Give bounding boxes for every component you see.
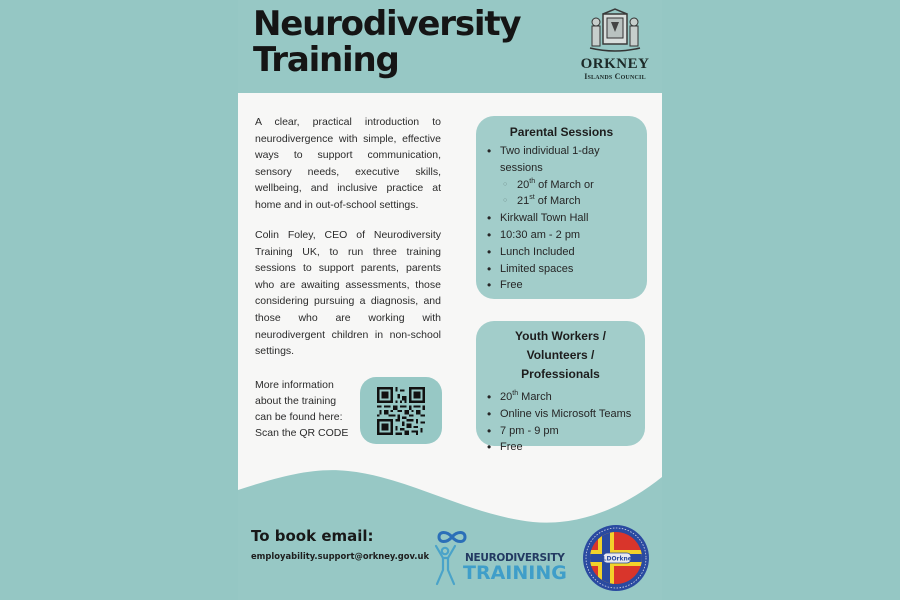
logo-text-neurodiversity: NEURODIVERSITY (465, 552, 565, 564)
poster (238, 0, 662, 600)
crest-icon (587, 8, 643, 54)
date-day: 20 (500, 391, 513, 403)
flag-badge-icon (582, 524, 650, 592)
date-suffix: th (529, 177, 536, 185)
booking-email-link[interactable]: employability.support@orkney.gov.uk (251, 551, 430, 561)
more-info-line: about the training (255, 395, 337, 407)
date-suffix: st (529, 194, 535, 202)
list-item: • Free (486, 277, 637, 294)
logo-text-training: TRAINING (463, 562, 567, 584)
list-item-date (486, 193, 637, 210)
title-line-1: Neurodiversity (253, 4, 521, 44)
list-item: • Free (486, 439, 635, 456)
date-day: 20 (517, 178, 530, 191)
youth-title-line-1: Youth Workers / (515, 329, 606, 343)
list-item: • Two individual 1-day sessions (486, 143, 637, 177)
title-line-2: Training (253, 40, 399, 80)
book-label: To book email: (251, 527, 374, 545)
orkney-council-logo (575, 8, 655, 88)
list-item-date (486, 177, 637, 194)
list-item: • Lunch Included (486, 244, 637, 261)
poster-title (253, 6, 520, 78)
poster-header (238, 0, 662, 93)
date-suffix: th (512, 390, 519, 397)
about-paragraph: Colin Foley, CEO of Neurodiversity Training UK, to run three training sessions to support parents, parents who are awaiting assessments, those considering pursuing a diagnosis, and those who are working with neurodivergent children in non-school settings. (255, 229, 441, 358)
council-subtitle: Islands Council (584, 72, 646, 81)
date-rest: of March (534, 195, 581, 208)
list-item: • 7 pm - 9 pm (486, 423, 635, 440)
youth-workers-title (486, 327, 635, 384)
more-info-text (255, 377, 355, 441)
list-item: • Limited spaces (486, 261, 637, 278)
date-rest: of March or (535, 178, 594, 191)
parental-sessions-card (476, 116, 647, 299)
qr-code-icon (377, 387, 425, 435)
more-info-line: Scan the QR CODE (255, 427, 349, 439)
more-info-line: More information (255, 379, 334, 391)
youth-workers-card (476, 321, 645, 454)
list-item: • 10:30 am - 2 pm (486, 227, 637, 244)
badge-center-text: CLDOrkney (598, 555, 636, 563)
list-item-date (486, 389, 635, 406)
intro-paragraph: A clear, practical introduction to neurodivergence with simple, effective ways to support communication, sensory needs, executive skills, wellbeing, and inclusive practice at home and in out-of-school settings. (255, 116, 441, 211)
qr-code[interactable] (360, 377, 442, 444)
list-item: • Kirkwall Town Hall (486, 210, 637, 227)
date-rest: March (518, 391, 552, 403)
parental-sessions-title: Parental Sessions (509, 125, 614, 139)
neurodiversity-training-logo (433, 528, 568, 588)
more-info-line: can be found here: (255, 411, 343, 423)
youth-title-line-2: Volunteers / Professionals (521, 348, 600, 381)
parental-sessions-list (486, 143, 637, 294)
list-item: • Online vis Microsoft Teams (486, 406, 635, 423)
council-name: ORKNEY (580, 56, 650, 72)
youth-workers-list (486, 389, 635, 456)
date-day: 21 (517, 195, 530, 208)
